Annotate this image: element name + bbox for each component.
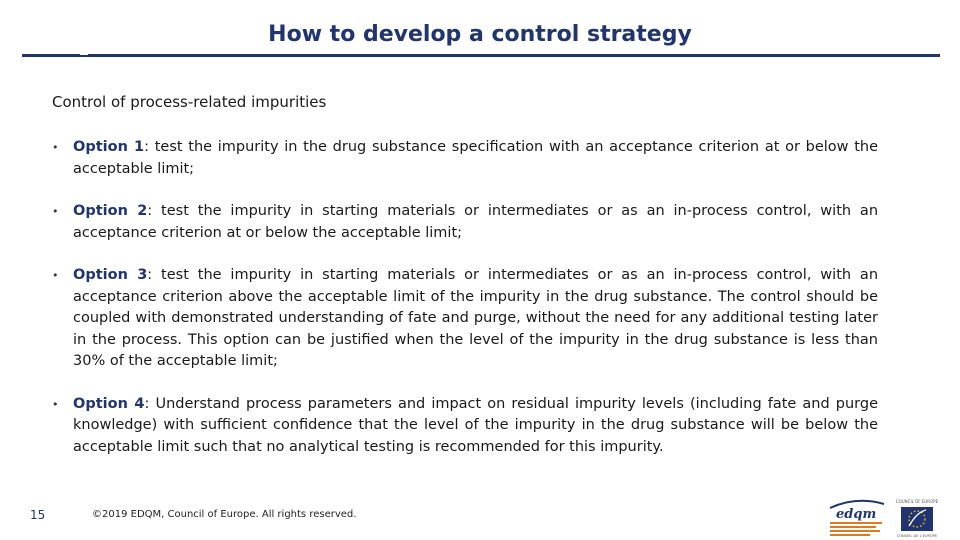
- bullet-icon: •: [52, 141, 59, 154]
- slide-title: How to develop a control strategy: [268, 22, 692, 47]
- edqm-logo: [822, 498, 890, 540]
- title-underline-gap: [80, 54, 88, 55]
- option-item: [52, 137, 878, 180]
- section-subtitle: Control of process-related impurities: [52, 93, 327, 111]
- option-item: [52, 201, 878, 244]
- option-item: [52, 394, 878, 459]
- option-item: [52, 265, 878, 373]
- bullet-icon: •: [52, 269, 59, 282]
- copyright-notice: ©2019 EDQM, Council of Europe. All rights reserved.: [92, 509, 357, 520]
- option-label: Option 3: [73, 267, 148, 283]
- option-label: Option 2: [73, 203, 148, 219]
- option-label: Option 1: [73, 139, 145, 155]
- option-text: : test the impurity in the drug substance specification with an acceptance criterion at or below the acceptable limit;: [73, 139, 879, 177]
- option-text: : test the impurity in starting materials or intermediates or as an in-process control, with an acceptance criterion above the acceptable limit of the impurity in the drug substance. The control should be coupled with demonstrated understanding of fate and purge, without the need for any additional testing later in the process. This option can be justified when the level of the impurity in the drug substance is less than 30% of the acceptable limit;: [73, 267, 879, 369]
- bullet-icon: •: [52, 205, 59, 218]
- page-number: 15: [30, 508, 46, 522]
- coe-logo-top-text: COUNCIL OF EUROPE: [895, 499, 939, 504]
- bullet-icon: •: [52, 397, 59, 411]
- edqm-logo-wordmark: edqm: [836, 507, 877, 522]
- option-text: : Understand process parameters and impact on residual impurity levels (including fate and purge knowledge) with sufficient confidence that the level of the impurity in the drug substance will be below the acceptable limit such that no analytical testing is recommended for this impurity.: [73, 395, 879, 455]
- options-list: [52, 137, 878, 458]
- title-underline: [22, 54, 940, 57]
- option-text: : test the impurity in starting materials or intermediates or as an in-process control, with an acceptance criterion at or below the acceptable limit;: [73, 203, 879, 241]
- coe-logo-bottom-text: CONSEIL DE L'EUROPE: [896, 534, 938, 538]
- option-label: Option 4: [73, 395, 145, 412]
- council-of-europe-logo: [892, 496, 942, 540]
